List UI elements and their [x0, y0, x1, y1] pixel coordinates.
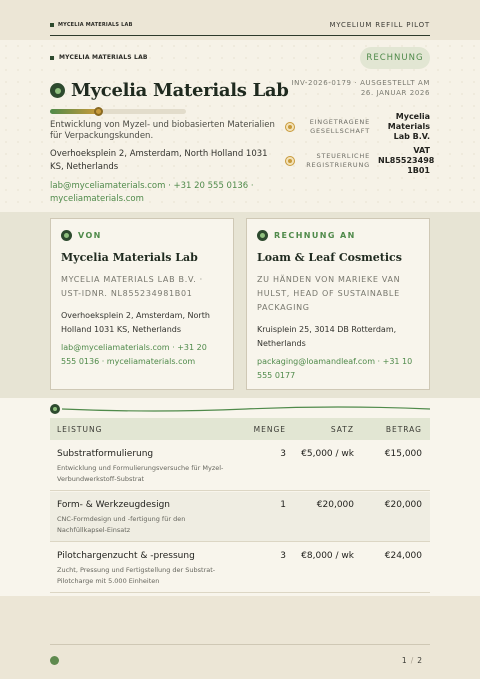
registration-label-line2: GESELLSCHAFT — [310, 127, 370, 135]
progress-fill — [50, 109, 98, 114]
top-brand-label: MYCELIA MATERIALS LAB — [58, 21, 133, 28]
to-address: Kruisplein 25, 3014 DB Rotterdam, Netherlands — [257, 325, 397, 348]
top-brand — [50, 22, 133, 28]
table-row — [50, 543, 430, 593]
row-amount: €24,000 — [384, 551, 422, 561]
ring-icon — [61, 230, 72, 241]
registration-tax — [286, 146, 435, 176]
page-separator: / — [410, 656, 414, 665]
page-total: 2 — [417, 656, 422, 665]
row-amount: €20,000 — [384, 500, 422, 510]
row-title: Substratformulierung — [57, 449, 154, 459]
registration-label-line1: STEUERLICHE — [316, 152, 370, 160]
ring-icon — [257, 230, 268, 241]
to-attention: ZU HÄNDEN VON MARIEKE VAN HULST, HEAD OF SUSTAINABLE PACKAGING — [257, 275, 401, 312]
from-card — [50, 218, 234, 390]
row-rate: €20,000 — [316, 500, 354, 510]
registration-company — [286, 112, 430, 142]
row-rate: €5,000 / wk — [301, 449, 354, 459]
header-brand-small-label: MYCELIA MATERIALS LAB — [59, 54, 148, 61]
to-contact[interactable]: packaging@loamandleaf.com · +31 10 555 0177 — [257, 357, 413, 380]
page-current: 1 — [401, 656, 407, 665]
row-rate: €8,000 / wk — [301, 551, 354, 561]
footer-divider — [50, 644, 430, 645]
row-qty: 1 — [280, 500, 286, 510]
row-title: Pilotchargenzucht & -pressung — [57, 551, 195, 561]
company-tagline: Entwicklung von Myzel- und biobasierten Materialien für Verpackungskunden. — [50, 120, 275, 141]
document-type-badge: RECHNUNG — [360, 47, 430, 69]
invoice-header — [0, 40, 480, 212]
company-logo-icon — [50, 83, 65, 98]
row-description — [57, 449, 227, 485]
invoice-meta — [291, 78, 430, 98]
from-address: Overhoeksplein 2, Amsterdam, North Holland 1031 KS, Netherlands — [61, 311, 210, 334]
brand-square-icon — [50, 23, 54, 27]
row-description — [57, 500, 227, 536]
table-row — [50, 492, 430, 542]
from-heading — [61, 230, 102, 241]
top-strip — [50, 14, 430, 36]
row-detail: Zucht, Pressung und Fertigstellung der Substrat-Pilotcharge mit 5.000 Einheiten — [57, 566, 216, 585]
line-items-section — [0, 398, 480, 596]
to-heading — [257, 230, 356, 241]
registration-label-line2: REGISTRIERUNG — [306, 161, 370, 169]
row-qty: 3 — [280, 449, 286, 459]
to-card — [246, 218, 430, 390]
row-qty: 3 — [280, 551, 286, 561]
registration-dot-icon — [286, 157, 294, 165]
registration-label-line1: EINGETRAGENE — [309, 118, 370, 126]
parties-section — [0, 212, 480, 398]
registration-dot-icon — [286, 123, 294, 131]
from-heading-label: VON — [78, 231, 102, 240]
row-detail: Entwicklung und Formulierungsversuche für Myzel-Verbundwerkstoff-Substrat — [57, 464, 224, 483]
table-header — [50, 418, 430, 440]
title-row — [50, 80, 289, 101]
section-divider — [50, 404, 430, 414]
divider-wave — [62, 404, 430, 414]
row-detail: CNC-Formdesign und -fertigung für den Nachfüllkapsel-Einsatz — [57, 515, 186, 534]
row-description — [57, 551, 227, 587]
company-title: Mycelia Materials Lab — [71, 80, 289, 101]
invoice-meta-line2: 26. JANUAR 2026 — [360, 89, 430, 97]
registration-label — [294, 152, 378, 170]
col-header-qty: MENGE — [253, 424, 286, 434]
from-legal-info: MYCELIA MATERIALS LAB B.V. · UST-IDNR. NL855234981B01 — [61, 275, 203, 298]
registration-value: Mycelia Materials Lab B.V. — [387, 112, 430, 141]
header-brand-small — [50, 54, 148, 61]
invoice-meta-line1: INV-2026-0179 · AUSGESTELLT AM — [291, 79, 430, 87]
from-contact[interactable]: lab@myceliamaterials.com · +31 20 555 0136 · myceliamaterials.com — [61, 343, 207, 366]
row-amount: €15,000 — [384, 449, 422, 459]
registration-label — [294, 118, 378, 136]
from-name: Mycelia Materials Lab — [61, 251, 198, 264]
col-header-amount: BETRAG — [385, 424, 422, 434]
to-name: Loam & Leaf Cosmetics — [257, 251, 402, 264]
project-name: MYCELIUM REFILL PILOT — [329, 20, 430, 29]
divider-ring-icon — [50, 404, 60, 414]
col-header-service: LEISTUNG — [57, 424, 103, 434]
to-heading-label: RECHNUNG AN — [274, 231, 356, 240]
table-row — [50, 441, 430, 491]
row-title: Form- & Werkzeugdesign — [57, 500, 171, 510]
col-header-rate: SATZ — [330, 424, 354, 434]
company-contact[interactable]: lab@myceliamaterials.com · +31 20 555 0136 · myceliamaterials.com — [50, 181, 254, 204]
brand-square-icon — [50, 56, 54, 60]
progress-knob — [94, 107, 103, 116]
page-indicator — [402, 656, 422, 665]
footer-dot-icon — [50, 656, 59, 665]
company-address: Overhoeksplein 2, Amsterdam, North Holland 1031 KS, Netherlands — [50, 149, 268, 172]
brand-progress-bar — [50, 109, 186, 114]
registration-value: VAT NL85523498 1B01 — [378, 146, 435, 175]
